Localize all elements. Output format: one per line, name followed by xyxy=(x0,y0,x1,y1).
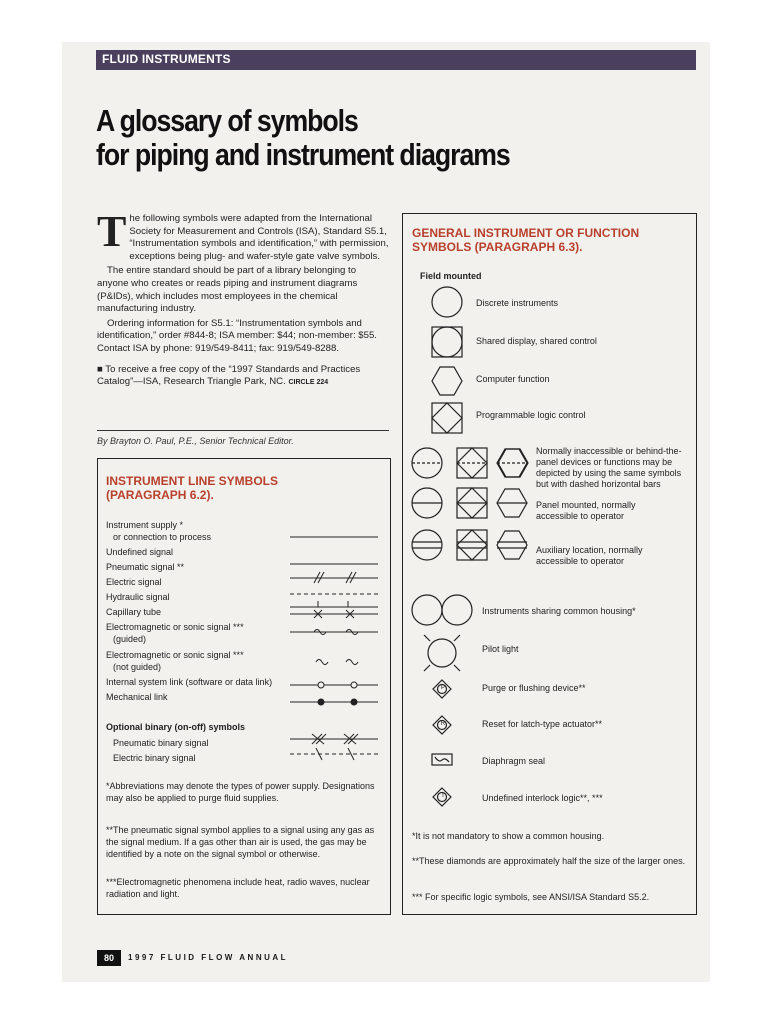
line-note-3: ***Electromagnetic phenomena include heat, radio waves, nuclear radiation and light. xyxy=(106,877,370,899)
function-note-2: **These diamonds are approximately half the size of the larger ones. xyxy=(412,856,686,866)
label-electric-signal: Electric signal xyxy=(106,577,162,587)
intro-paragraph-2: The entire standard should be part of a library belonging to anyone who creates or reads piping and instrument diagrams (P&IDs), which includes most employees in the chemical manufacturing industry. xyxy=(97,265,358,315)
label-pneumatic-signal: Pneumatic signal ** xyxy=(106,562,185,572)
label-discrete: Discrete instruments xyxy=(476,298,559,308)
label-instrument-supply-2: or connection to process xyxy=(113,532,212,542)
label-diaphragm: Diaphragm seal xyxy=(482,756,546,766)
divider xyxy=(97,430,389,431)
function-symbols-graphics xyxy=(410,285,500,815)
label-em-guided: Electromagnetic or sonic signal *** xyxy=(106,622,244,632)
label-em-not-guided: Electromagnetic or sonic signal *** xyxy=(106,650,244,660)
line-symbols-graphics xyxy=(290,525,385,775)
inaccessible-symbols xyxy=(412,448,487,478)
label-capillary-tube: Capillary tube xyxy=(106,607,162,617)
reset-letter: R xyxy=(440,721,446,727)
label-hydraulic-signal: Hydraulic signal xyxy=(106,592,170,602)
byline: By Brayton O. Paul, P.E., Senior Technical Editor. xyxy=(97,436,294,446)
title-line-2: for piping and instrument diagrams xyxy=(96,137,510,172)
label-interlock: Undefined interlock logic**, *** xyxy=(482,793,603,803)
label-mechanical-link: Mechanical link xyxy=(106,692,168,702)
auxiliary-location-symbols xyxy=(412,530,487,560)
page-title xyxy=(96,104,543,172)
label-pneumatic-binary: Pneumatic binary signal xyxy=(113,738,209,748)
hexagon-column xyxy=(495,445,535,575)
label-shared: Shared display, shared control xyxy=(476,336,597,346)
function-note-3: *** For specific logic symbols, see ANSI/ISA Standard S5.2. xyxy=(412,892,650,902)
label-common-housing: Instruments sharing common housing* xyxy=(482,606,636,616)
page-number: 80 xyxy=(97,950,121,966)
label-internal-link: Internal system link (software or data link) xyxy=(106,677,273,687)
label-em-guided-2: (guided) xyxy=(113,634,147,644)
diaphragm-seal-symbol xyxy=(432,754,452,765)
purge-letter: P xyxy=(440,685,445,691)
label-pilot: Pilot light xyxy=(482,644,519,654)
panel-mounted-symbols xyxy=(412,488,487,518)
section-label: FLUID INSTRUMENTS xyxy=(102,52,231,66)
label-plc: Programmable logic control xyxy=(476,410,586,420)
label-reset: Reset for latch-type actuator** xyxy=(482,719,603,729)
common-housing-symbol xyxy=(412,595,472,625)
intro-paragraph-4: ■ To receive a free copy of the “1997 Standards and Practices Catalog”—ISA, Research Triangle Park, NC. CIRCLE 224 xyxy=(97,363,361,388)
label-computer: Computer function xyxy=(476,374,550,384)
function-symbols-heading: GENERAL INSTRUMENT OR FUNCTION SYMBOLS (PARAGRAPH 6.3). xyxy=(412,226,640,254)
label-em-not-guided-2: (not guided) xyxy=(113,662,162,672)
publication-name: 1997 FLUID FLOW ANNUAL xyxy=(128,953,289,962)
title-line-1: A glossary of symbols xyxy=(96,103,358,138)
drop-cap: T xyxy=(97,207,127,256)
field-mounted-label: Field mounted xyxy=(420,271,482,281)
function-note-1: *It is not mandatory to show a common housing. xyxy=(412,831,605,841)
label-auxiliary: Auxiliary location, normally accessible to operator xyxy=(536,545,643,566)
label-panel: Panel mounted, normally accessible to operator xyxy=(536,500,636,521)
intro-text xyxy=(97,207,389,392)
interlock-letter: I xyxy=(442,793,444,799)
pilot-light-symbol xyxy=(424,635,460,671)
label-instrument-supply: Instrument supply * xyxy=(106,520,184,530)
label-electric-binary: Electric binary signal xyxy=(113,753,196,763)
label-undefined-signal: Undefined signal xyxy=(106,547,174,557)
intro-paragraph-3: Ordering information for S5.1: “Instrumentation symbols and identification,” order #844-8; ISA member: $44; non-member: $55. Contact ISA by phone: 919/549-8411; fax: 919/549-8288. xyxy=(97,317,377,354)
intro-paragraph-1: The following symbols were adapted from the International Society for Measurement and Controls (ISA), Standard S5.1, “Instrumentation symbols and identification,” with permission, exceptions being plug- and wafer-style gate valve symbols. xyxy=(97,207,389,262)
line-symbols-heading: INSTRUMENT LINE SYMBOLS (PARAGRAPH 6.2). xyxy=(106,474,279,502)
section-header-bar xyxy=(96,50,696,70)
circle-number: CIRCLE 224 xyxy=(288,379,329,387)
label-inaccessible: Normally inaccessible or behind-the-panel devices or functions may be depicted by using the same symbols but with dashed horizontal bars xyxy=(536,446,682,489)
em-not-guided-mark xyxy=(316,660,328,665)
shared-display-symbol xyxy=(432,327,462,357)
label-purge: Purge or flushing device** xyxy=(482,683,586,693)
computer-function-symbol xyxy=(432,367,462,395)
line-note-1: *Abbreviations may denote the types of power supply. Designations may also be applied to purge fluid supplies. xyxy=(106,781,375,803)
plc-symbol xyxy=(432,403,462,433)
line-note-2: **The pneumatic signal symbol applies to a signal using any gas as the signal medium. If a gas other than air is used, the gas may be identified by a note on the signal symbol or otherwise. xyxy=(106,825,375,859)
label-binary-heading: Optional binary (on-off) symbols xyxy=(106,722,245,732)
discrete-instrument-symbol xyxy=(432,287,462,317)
